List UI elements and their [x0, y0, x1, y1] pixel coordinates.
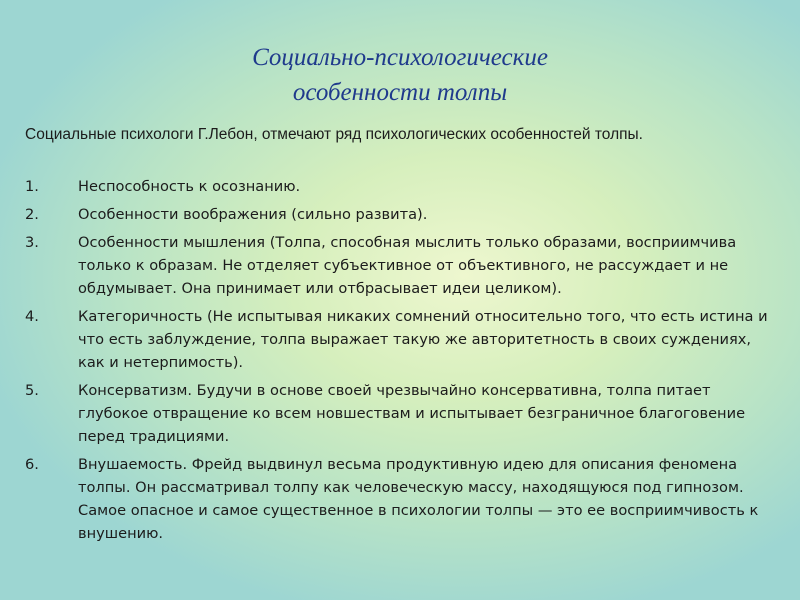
list-item: [25, 203, 780, 226]
list-item-number: 3.: [25, 234, 39, 251]
intro-text: Социальные психологи Г.Лебон, отмечают ряд психологических особенностей толпы.: [25, 126, 643, 143]
list-item-number: 5.: [25, 382, 39, 399]
list-item-number: 2.: [25, 206, 39, 223]
features-list: [25, 175, 780, 550]
list-item: [25, 175, 780, 198]
list-item: [25, 231, 780, 300]
list-item-number: 4.: [25, 308, 39, 325]
slide-title-line-1: Социально-психологические: [252, 44, 548, 71]
slide-title-line-2: особенности толпы: [292, 79, 508, 106]
list-item-text: Неспособность к осознанию.: [78, 178, 301, 195]
list-item-text: Консерватизм. Будучи в основе своей чрезвычайно консервативна, толпа питает глубокое отвращение ко всем новшествам и испытывает безграничное благоговение перед традициями.: [78, 382, 746, 445]
list-item-text: Особенности мышления (Толпа, способная мыслить только образами, восприимчива только к образам. Не отделяет субъективное от объективного, не рассуждает и не обдумывает. Она принимает или отбрасывает идеи целиком).: [78, 234, 737, 297]
list-item: [25, 453, 780, 545]
list-item-text: Особенности воображения (сильно развита).: [78, 206, 428, 223]
list-item-number: 6.: [25, 456, 39, 473]
list-item: [25, 379, 780, 448]
list-item-text: Внушаемость. Фрейд выдвинул весьма продуктивную идею для описания феномена толпы. Он рассматривал толпу как человеческую массу, находящуюся под гипнозом. Самое опасное и самое существенное в психологии толпы — это ее восприимчивость к внушению.: [78, 456, 759, 542]
list-item-text: Категоричность (Не испытывая никаких сомнений относительно того, что есть истина и что есть заблуждение, толпа выражает такую же авторитетность в своих суждениях, как и нетерпимость).: [78, 308, 768, 371]
list-item: [25, 305, 780, 374]
list-item-number: 1.: [25, 178, 39, 195]
slide-title: [0, 40, 800, 110]
